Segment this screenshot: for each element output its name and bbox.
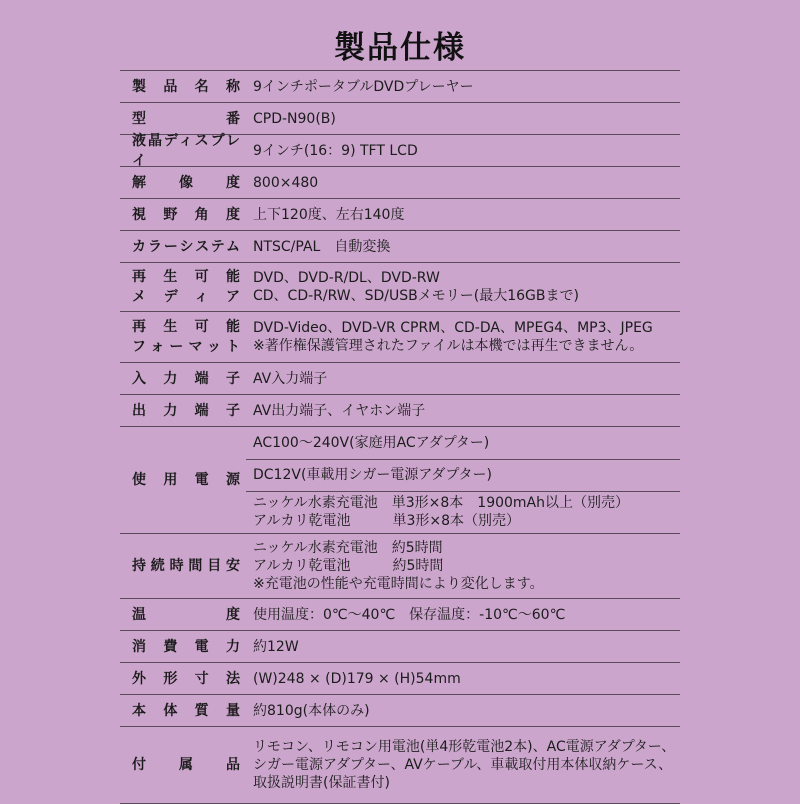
spec-label	[132, 534, 240, 598]
spec-value	[253, 103, 680, 134]
spec-value-line: 約12W	[253, 638, 299, 655]
spec-value-line: AV出力端子、イヤホン端子	[253, 402, 426, 419]
spec-value-line: 使用温度：0℃～40℃ 保存温度：-10℃～60℃	[253, 606, 566, 623]
spec-label-text: 入力端子	[132, 370, 240, 387]
spec-value-line: ニッケル水素充電池 単3形×8本 1900mAh以上（別売）	[253, 495, 630, 511]
spec-label	[132, 263, 240, 311]
spec-row	[120, 694, 680, 726]
spec-value-line: アルカリ乾電池 単3形×8本（別売）	[253, 513, 520, 529]
spec-value-line: 800×480	[253, 174, 319, 191]
spec-label-text: フォーマット	[132, 339, 240, 355]
spec-label	[132, 103, 240, 134]
spec-value-line: (W)248 × (D)179 × (H)54mm	[253, 670, 461, 687]
spec-row	[120, 533, 680, 598]
spec-value-line: リモコン、リモコン用電池(単4形乾電池2本)、AC電源アダプター、	[253, 739, 676, 755]
spec-value	[253, 491, 680, 533]
spec-label-text: 温度	[132, 606, 240, 623]
spec-label	[132, 695, 240, 726]
spec-value	[253, 599, 680, 630]
spec-value	[253, 167, 680, 198]
spec-value	[253, 459, 680, 491]
spec-label-text: 液晶ディスプレイ	[132, 132, 240, 169]
spec-label-text: 製品名称	[132, 78, 240, 95]
spec-label-text: 持続時間目安	[132, 558, 240, 574]
spec-row	[120, 230, 680, 262]
spec-label-text: カラーシステム	[132, 238, 240, 255]
spec-value-line: CD、CD-R/RW、SD/USBメモリー(最大16GBまで)	[253, 288, 579, 304]
spec-value-line: ニッケル水素充電池 約5時間	[253, 540, 443, 556]
spec-value-line: NTSC/PAL 自動変換	[253, 238, 391, 255]
spec-label-text: 消費電力	[132, 638, 240, 655]
spec-label-text: 出力端子	[132, 402, 240, 419]
spec-label	[132, 599, 240, 630]
spec-value-line: DVD、DVD-R/DL、DVD-RW	[253, 270, 440, 286]
spec-value-line: AV入力端子	[253, 370, 328, 387]
spec-label	[132, 199, 240, 230]
spec-label-text: 付属品	[132, 757, 240, 773]
spec-value-line: 約810g(本体のみ)	[253, 702, 370, 719]
spec-value-line: 9インチ(16：9) TFT LCD	[253, 142, 418, 159]
spec-value-line: 上下120度、左右140度	[253, 206, 405, 223]
spec-value-line: 取扱説明書(保証書付)	[253, 775, 390, 791]
spec-value	[253, 263, 680, 311]
spec-label	[132, 231, 240, 262]
spec-value-line: シガー電源アダプター、AVケーブル、車載取付用本体収納ケース、	[253, 757, 673, 773]
spec-value	[253, 427, 680, 459]
spec-label	[132, 663, 240, 694]
spec-label-text: 使用電源	[132, 472, 240, 488]
spec-row	[120, 132, 680, 169]
spec-value	[253, 135, 680, 166]
spec-value	[253, 727, 680, 803]
spec-label-text: メディア	[132, 289, 240, 305]
spec-value-line: DC12V(車載用シガー電源アダプター)	[253, 467, 492, 483]
spec-label	[132, 132, 240, 169]
spec-row	[120, 426, 680, 533]
spec-row	[120, 198, 680, 230]
spec-label-text: 外形寸法	[132, 670, 240, 687]
spec-value-line: アルカリ乾電池 約5時間	[253, 558, 444, 574]
spec-label	[132, 312, 240, 362]
spec-label-text: 再生可能	[132, 319, 240, 335]
spec-row	[120, 311, 680, 362]
spec-value-line: 9インチポータブルDVDプレーヤー	[253, 78, 474, 95]
spec-label-text: 型番	[132, 110, 240, 127]
spec-row	[120, 662, 680, 694]
spec-row	[120, 70, 680, 102]
spec-row	[120, 262, 680, 311]
spec-row	[120, 598, 680, 630]
spec-label	[132, 167, 240, 198]
spec-value	[253, 231, 680, 262]
spec-value-line: CPD-N90(B)	[253, 110, 336, 127]
spec-value-line: AC100～240V(家庭用ACアダプター)	[253, 435, 490, 451]
spec-table	[120, 70, 680, 804]
spec-row	[120, 166, 680, 198]
spec-label	[132, 427, 240, 533]
spec-value	[253, 395, 680, 426]
spec-value	[253, 71, 680, 102]
spec-label	[132, 727, 240, 803]
spec-row	[120, 726, 680, 804]
spec-row	[120, 630, 680, 662]
spec-label-text: 再生可能	[132, 269, 240, 285]
page-title: 製品仕様	[334, 30, 466, 66]
spec-value	[253, 631, 680, 662]
spec-value-line: ※充電池の性能や充電時間により変化します。	[253, 576, 544, 592]
spec-value	[253, 534, 680, 598]
spec-label-text: 解像度	[132, 174, 240, 191]
spec-row	[120, 362, 680, 394]
spec-row	[120, 394, 680, 426]
spec-row	[120, 102, 680, 134]
spec-label	[132, 71, 240, 102]
spec-value	[253, 312, 680, 362]
spec-label-text: 本体質量	[132, 702, 240, 719]
spec-label	[132, 631, 240, 662]
spec-value-line: DVD-Video、DVD-VR CPRM、CD-DA、MPEG4、MP3、JPEG	[253, 320, 653, 336]
spec-value	[253, 663, 680, 694]
spec-value	[253, 695, 680, 726]
spec-value	[253, 363, 680, 394]
spec-label	[132, 363, 240, 394]
spec-label-text: 視野角度	[132, 206, 240, 223]
spec-label	[132, 395, 240, 426]
spec-value-line: ※著作権保護管理されたファイルは本機では再生できません。	[253, 338, 644, 354]
spec-value	[253, 199, 680, 230]
